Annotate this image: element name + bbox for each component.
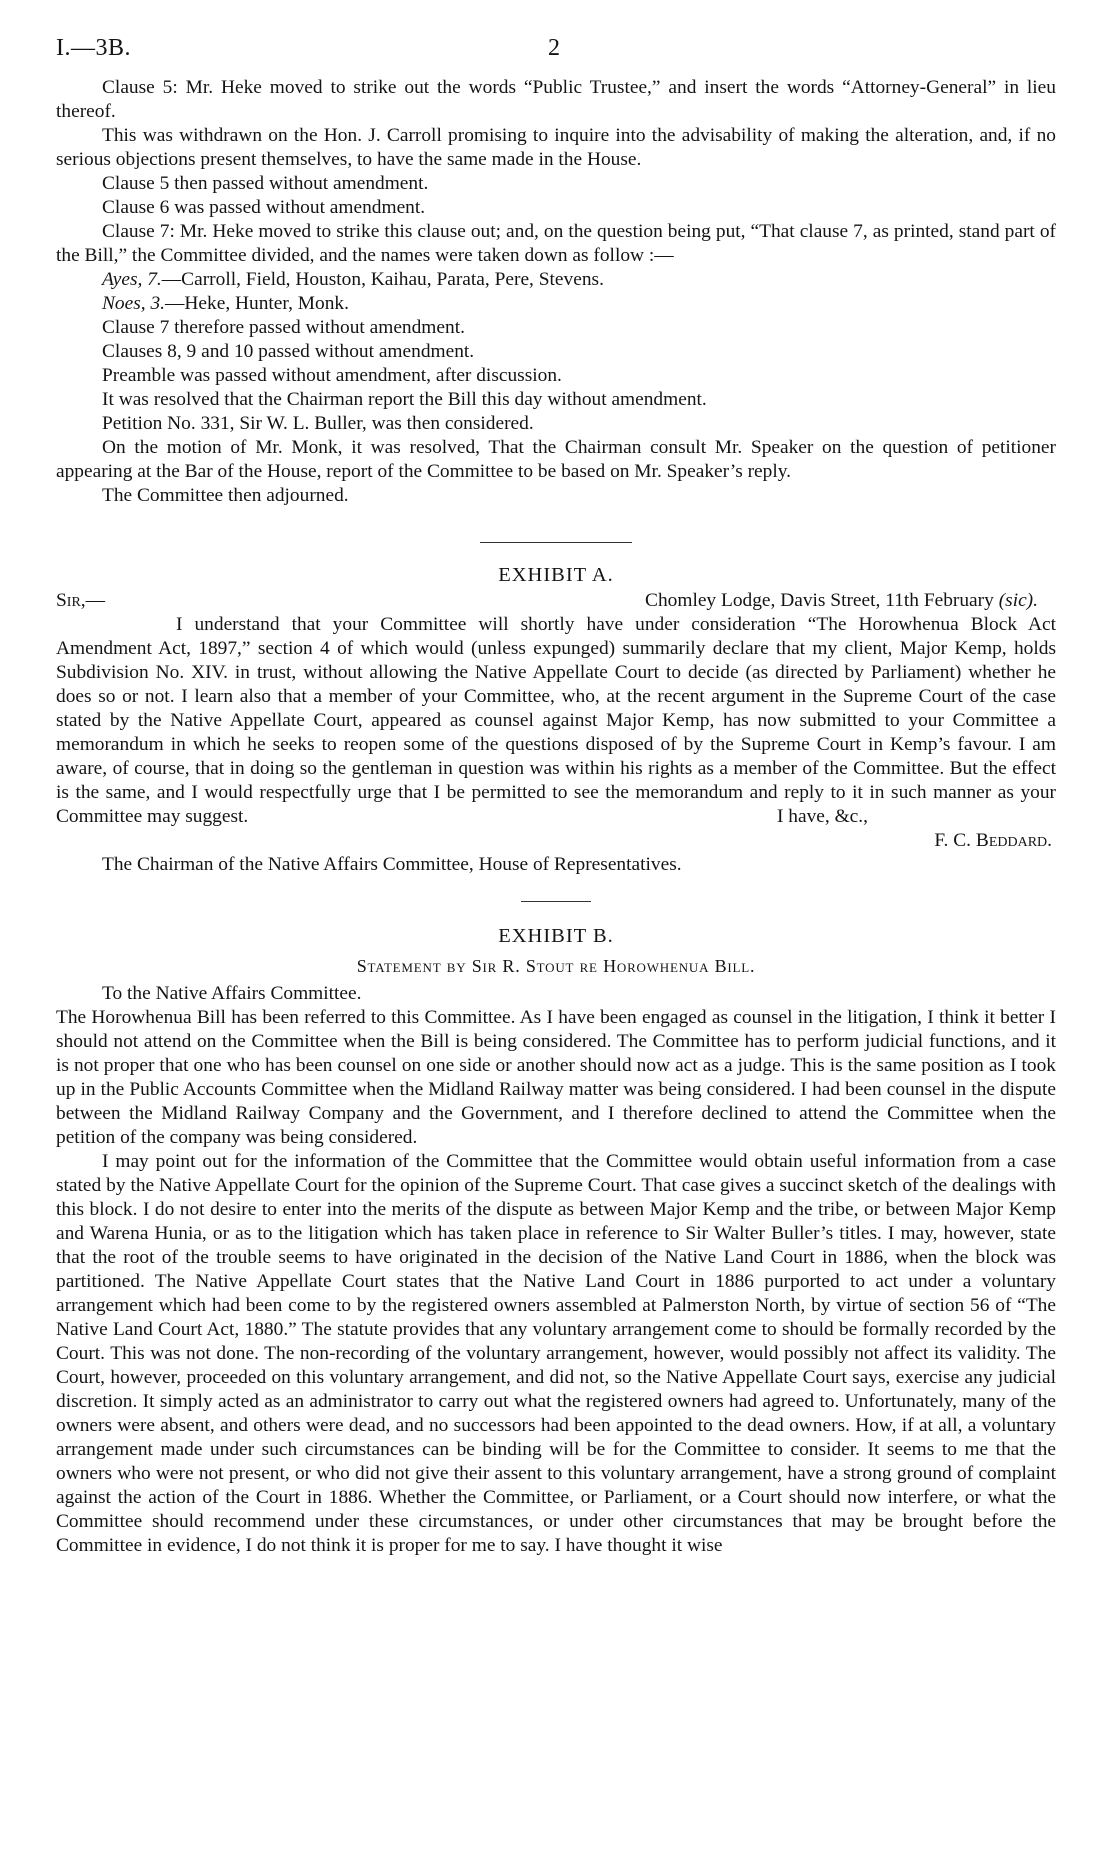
letter-closing: I have, &c., (777, 806, 868, 827)
letter-body: I understand that your Committee will shortly have under consideration “The Horowhenua Block Act Amendment Act, 1897,” section 4 of which would (unless expunged) summarily declare that my client, Major Kemp, holds Subdivision No. XIV. in trust, without allowing the Native Appellate Court to decide (as directed by Parliament) whether he does so or not. I learn also that a member of your Committee, who, at the recent argument in the Supreme Court of the case stated by the Native Appellate Court, appeared as counsel against Major Kemp, has now submitted to your Committee a memorandum in which he seeks to reopen some of the questions disposed of by the Supreme Court in Kemp’s favour. I am aware, of course, that in doing so the gentleman in question was within his rights as a member of the Committee. But the effect is the same, and I would respectfully urge that I be permitted to see the memorandum and reply to it in such manner as your Committee may suggest. (56, 614, 1056, 827)
minutes-paragraph: On the motion of Mr. Monk, it was resolved, That the Chairman consult Mr. Speaker on the question of petitioner appearing at the Bar of the House, report of the Committee to be based on Mr. Speaker’s reply. (56, 437, 1056, 482)
letter-signature: F. C. Beddard. (934, 830, 1052, 851)
exhibit-b (56, 924, 1056, 1558)
minutes-paragraph: Clause 6 was passed without amendment. (102, 197, 426, 218)
letter-heading-row (56, 589, 1056, 613)
minutes-paragraph: Preamble was passed without amendment, after discussion. (102, 365, 562, 386)
noes-names: —Heke, Hunter, Monk. (165, 293, 349, 314)
ayes-names: —Carroll, Field, Houston, Kaihau, Parata, Pere, Stevens. (161, 269, 604, 290)
statement-paragraph: I may point out for the information of the Committee that the Committee would obtain useful information from a case stated by the Native Appellate Court for the opinion of the Supreme Court. That case gives a succinct sketch of the dealings with this block. I do not desire to enter into the merits of the dispute as between Major Kemp and the tribe, or between Major Kemp and Warena Hunia, or as to the litigation which has taken place in reference to Sir Walter Buller’s titles. I may, however, state that the root of the trouble seems to have originated in the decision of the Native Land Court in 1886, when the block was partitioned. The Native Appellate Court states that the Native Land Court in 1886 purported to act under a voluntary arrangement which had been come to by the registered owners assembled at Palmerston North, by virtue of section 56 of “The Native Land Court Act, 1880.” The statute provides that any voluntary arrangement come to should be formally recorded by the Court. This was not done. The non-recording of the voluntary arrangement, however, would possibly not affect its validity. The Court, however, proceeded on this voluntary arrangement, and did not, so the Native Appellate Court says, exercise any judicial discretion. It simply acted as an administrator to carry out what the registered owners had agreed to. Unfortunately, many of the owners were absent, and others were dead, and no successors had been appointed to the dead owners. How, if at all, a voluntary arrangement made under such circumstances can be binding will be for the Committee to consider. It seems to me that the owners who were not present, or who did not give their assent to this voluntary arrangement, have a strong ground of complaint against the action of the Court in 1886. Whether the Committee, or Parliament, or a Court should now interfere, or what the Committee should recommend under these circumstances, or under other circumstances that may be brought before the Committee in evidence, I do not think it is proper for me to say. I have thought it wise (56, 1151, 1056, 1556)
minutes-paragraph: Clauses 8, 9 and 10 passed without amendment. (102, 341, 475, 362)
minutes-paragraph: Clause 7: Mr. Heke moved to strike this clause out; and, on the question being put, “That clause 7, as printed, stand part of the Bill,” the Committee divided, and the names were taken down as follow :— (56, 221, 1056, 266)
minutes-paragraph: Clause 5 then passed without amendment. (102, 173, 429, 194)
exhibit-b-subtitle: Statement by Sir R. Stout re Horowhenua Bill. (356, 956, 756, 976)
ayes-label: Ayes, 7. (102, 269, 162, 290)
noes-label: Noes, 3. (102, 293, 166, 314)
page-number: 2 (548, 35, 560, 61)
page-header (56, 36, 1056, 76)
ayes-vote (56, 268, 1056, 292)
salutation: Sir,— (56, 590, 106, 611)
statement-paragraph: The Horowhenua Bill has been referred to this Committee. As I have been engaged as counsel in the litigation, I think it better I should not attend on the Committee when the Bill is being considered. The Committee has to perform judicial functions, and it is not proper that one who has been counsel on one side or another should now act as a judge. This is the same position as I took up in the Public Accounts Committee when the Midland Railway matter was being considered. I had been counsel in the dispute between the Midland Railway Company and the Government, and I therefore declined to attend the Committee when the petition of the company was being considered. (56, 1007, 1056, 1148)
minutes-paragraph: Petition No. 331, Sir W. L. Buller, was then considered. (102, 413, 534, 434)
parliamentary-paper-reference: I.—3B. (56, 35, 131, 61)
exhibit-a (56, 563, 1056, 877)
address-text: Chomley Lodge, Davis Street, 11th February (645, 590, 994, 611)
letter-addressee: The Chairman of the Native Affairs Committee, House of Representatives. (102, 854, 682, 875)
noes-vote (56, 292, 1056, 316)
exhibit-a-title: EXHIBIT A. (498, 564, 614, 586)
letter-address (645, 589, 1056, 613)
minutes-paragraph: It was resolved that the Chairman report the Bill this day without amendment. (102, 389, 707, 410)
committee-minutes (56, 76, 1056, 508)
statement-addressee: To the Native Affairs Committee. (102, 983, 362, 1004)
minutes-paragraph: Clause 5: Mr. Heke moved to strike out the words “Public Trustee,” and insert the words “Attorney-General” in lieu thereof. (56, 77, 1056, 122)
exhibit-b-title: EXHIBIT B. (498, 925, 614, 947)
minutes-paragraph: This was withdrawn on the Hon. J. Carroll promising to inquire into the advisability of making the alteration, and, if no serious objections present themselves, to have the same made in the House. (56, 125, 1056, 170)
minutes-paragraph: Clause 7 therefore passed without amendment. (102, 317, 465, 338)
sic-note: (sic). (998, 590, 1038, 611)
minutes-paragraph: The Committee then adjourned. (102, 485, 349, 506)
